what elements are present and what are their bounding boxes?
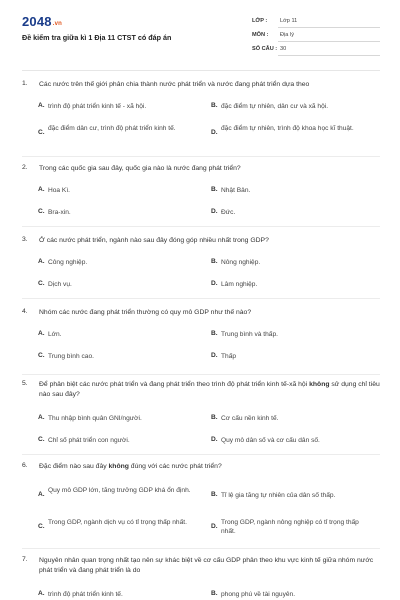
meta-underline	[278, 55, 380, 56]
question-number: 3.	[22, 236, 28, 243]
meta-class	[252, 18, 380, 30]
question-number: 5.	[22, 380, 28, 387]
question-3: 3. Ở các nước phát triển, ngành nào sau đây đóng góp nhiều nhất trong GDP? A. Công nghiệp. B. Nông nghiệp. C. Dịch vụ. D. Lâm nghiệp.	[22, 236, 382, 302]
meta-label: SỐ CÂU :	[252, 46, 278, 52]
question-divider	[22, 298, 380, 299]
meta-value: 30	[280, 46, 287, 52]
question-number: 1.	[22, 80, 28, 87]
page-title: Đề kiểm tra giữa kì 1 Địa 11 CTST có đáp án	[22, 33, 172, 42]
meta-underline	[278, 27, 380, 28]
question-1: 1. Các nước trên thế giới phân chia thành nước phát triển và nước đang phát triển dựa theo A. trình độ phát triển kinh tế - xã hội. B. đặc điểm tự nhiên, dân cư và xã hội. C. đặc điểm dân cư, trình độ phát triển kinh tế. D. đặc điểm tự nhiên, trình độ khoa học kĩ thuật.	[22, 80, 382, 160]
question-4: 4. Nhóm các nước đang phát triển thường có quy mô GDP như thế nào? A. Lớn. B. Trung bình và thấp. C. Trung bình cao. D. Thấp	[22, 308, 382, 374]
meta-underline	[278, 41, 380, 42]
question-5: 5. Để phân biệt các nước phát triển và đang phát triển theo trình độ phát triển kinh tế-xã hội không sử dụng chỉ tiêu nào sau đây? A. Thu nhập bình quân GNI/người. B. Cơ cấu nền kinh tế. C. Chỉ số phát triển con người. D. Quy mô dân số và cơ cấu dân số.	[22, 380, 382, 456]
question-text: Để phân biệt các nước phát triển và đang phát triển theo trình độ phát triển kinh tế-xã hội không sử dụng chỉ tiêu nào sau đây?	[39, 381, 380, 398]
question-divider	[22, 548, 380, 549]
question-text: Các nước trên thế giới phân chia thành nước phát triển và nước đang phát triển dựa theo	[39, 81, 310, 88]
site-logo[interactable]	[22, 14, 62, 29]
question-text: Nguyên nhân quan trọng nhất tạo nên sự khác biệt về cơ cấu GDP phân theo khu vực kinh tế giữa nhóm nước phát triển và đang phát triển là do	[39, 557, 374, 574]
document-header	[0, 0, 400, 66]
emphasis-word: không	[108, 463, 129, 470]
question-divider	[22, 226, 380, 227]
question-text: Nhóm các nước đang phát triển thường có quy mô GDP như thế nào?	[39, 309, 252, 316]
logo-text: 2048	[22, 14, 52, 29]
question-text: Ở các nước phát triển, ngành nào sau đây đóng góp nhiều nhất trong GDP?	[39, 237, 269, 244]
question-divider	[22, 454, 380, 455]
question-divider	[22, 156, 380, 157]
meta-subject	[252, 32, 380, 44]
meta-value: Địa lý	[280, 32, 294, 38]
question-text: Đặc điểm nào sau đây không đúng với các nước phát triển?	[39, 463, 222, 470]
question-divider	[22, 374, 380, 375]
logo-tld: .vn	[52, 21, 63, 27]
meta-label: MÔN :	[252, 32, 269, 38]
question-6: 6. Đặc điểm nào sau đây không đúng với các nước phát triển? A. Quy mô GDP lớn, tăng trưởng GDP khá ổn định. B. Tỉ lệ gia tăng tự nhiên của dân số thấp. C. Trong GDP, ngành dịch vụ có tỉ trọng thấp nhất. D. Trong GDP, ngành nông nghiệp có tỉ trọng thấp nhất.	[22, 462, 382, 550]
question-number: 6.	[22, 462, 28, 469]
meta-label: LỚP :	[252, 18, 268, 24]
question-number: 7.	[22, 556, 28, 563]
header-divider	[22, 70, 380, 71]
question-text: Trong các quốc gia sau đây, quốc gia nào là nước đang phát triển?	[39, 165, 241, 172]
question-number: 4.	[22, 308, 28, 315]
question-7: 7. Nguyên nhân quan trọng nhất tạo nên sự khác biệt về cơ cấu GDP phân theo khu vực kinh tế giữa nhóm nước phát triển và đang phát triển là do A. trình độ phát triển kinh tế. B. phong phú về tài nguyên.	[22, 556, 382, 600]
meta-count	[252, 46, 380, 58]
question-number: 2.	[22, 164, 28, 171]
meta-value: Lớp 11	[280, 18, 298, 24]
emphasis-word: không	[309, 381, 330, 388]
question-2: 2. Trong các quốc gia sau đây, quốc gia nào là nước đang phát triển? A. Hoa Kì. B. Nhật Bản. C. Bra-xin. D. Đức.	[22, 164, 382, 230]
